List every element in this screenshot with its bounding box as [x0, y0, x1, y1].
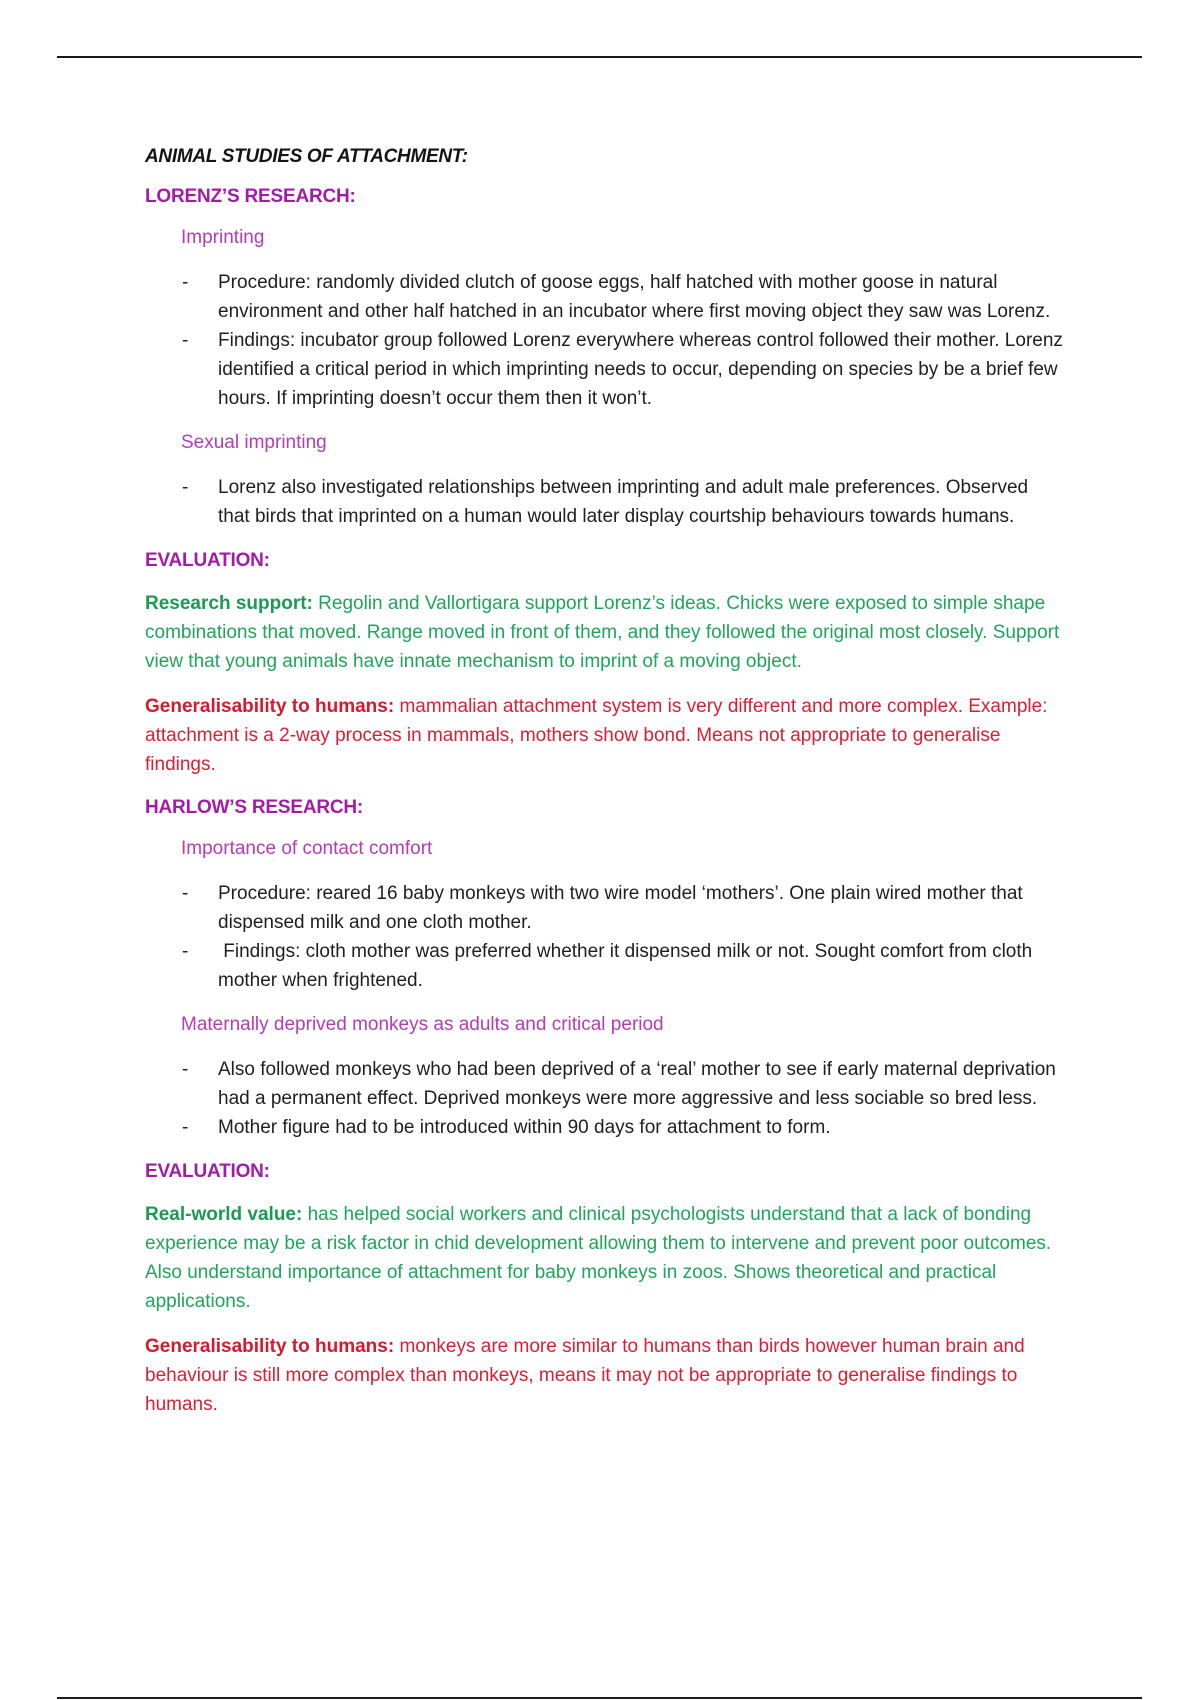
bullet-marker: - [182, 330, 189, 351]
evaluation-lead: Research support: [145, 593, 313, 614]
section-heading-evaluation-lorenz: EVALUATION: [145, 550, 270, 571]
bullet-text: Also followed monkeys who had been deprived of a ‘real’ mother to see if early maternal deprivation had a permanent effect. Deprived monkeys were more aggressive and less sociable so bred less. [218, 1059, 1056, 1109]
bullet-marker: - [182, 477, 189, 498]
subheading-contact-comfort: Importance of contact comfort [181, 838, 433, 859]
document-title: ANIMAL STUDIES OF ATTACHMENT: [145, 146, 468, 167]
evaluation-text: mammalian attachment system is very different and more complex. Example: attachment is a 2-way process in mammals, mothers show bond. Means not appropriate to generalise findings. [145, 696, 1048, 775]
evaluation-text: has helped social workers and clinical psychologists understand that a lack of bonding experience may be a risk factor in chid development allowing them to intervene and prevent poor outcomes. Also understand importance of attachment for baby monkeys in zoos. Shows theoretical and practical applications. [145, 1204, 1052, 1312]
section-heading-harlow: HARLOW’S RESEARCH: [145, 797, 364, 818]
header-rule [57, 56, 1142, 58]
bullet-marker: - [182, 1117, 189, 1138]
list-item [145, 473, 1065, 531]
evaluation-generalisability-lorenz [145, 692, 1065, 779]
evaluation-generalisability-harlow [145, 1332, 1065, 1419]
evaluation-lead: Generalisability to humans: [145, 1336, 395, 1357]
evaluation-research-support [145, 589, 1065, 676]
document-body [145, 144, 1065, 1435]
bullet-text: Mother figure had to be introduced within 90 days for attachment to form. [218, 1117, 831, 1138]
evaluation-text: monkeys are more similar to humans than birds however human brain and behaviour is still more complex than monkeys, means it may not be appropriate to generalise findings to humans. [145, 1336, 1025, 1415]
bullet-text: Findings: incubator group followed Lorenz everywhere whereas control followed their mother. Lorenz identified a critical period in which imprinting needs to occur, depending on species by be a brief few hours. If imprinting doesn’t occur them then it won’t. [218, 330, 1063, 409]
bullet-text: Procedure: randomly divided clutch of goose eggs, half hatched with mother goose in natural environment and other half hatched in an incubator where first moving object they saw was Lorenz. [218, 272, 1051, 322]
bullet-list-imprinting [145, 268, 1065, 413]
bullet-text: Procedure: reared 16 baby monkeys with two wire model ‘mothers’. One plain wired mother that dispensed milk and one cloth mother. [218, 883, 1023, 933]
bullet-text: Findings: cloth mother was preferred whether it dispensed milk or not. Sought comfort from cloth mother when frightened. [218, 941, 1038, 991]
list-item [145, 879, 1065, 937]
list-item [145, 1113, 1065, 1142]
list-item [145, 326, 1065, 413]
bullet-text: Lorenz also investigated relationships between imprinting and adult male preferences. Observed that birds that imprinted on a human would later display courtship behaviours towards humans. [218, 477, 1029, 527]
list-item [145, 1055, 1065, 1113]
evaluation-lead: Generalisability to humans: [145, 696, 395, 717]
bullet-marker: - [182, 272, 189, 293]
section-heading-lorenz: LORENZ’S RESEARCH: [145, 186, 356, 207]
evaluation-text: Regolin and Vallortigara support Lorenz’s ideas. Chicks were exposed to simple shape combinations that moved. Range moved in front of them, and they followed the original most closely. Support view that young animals have innate mechanism to imprint of a moving object. [145, 593, 1060, 672]
section-heading-evaluation-harlow: EVALUATION: [145, 1161, 270, 1182]
bullet-marker: - [182, 941, 189, 962]
bullet-list-maternally-deprived [145, 1055, 1065, 1142]
subheading-imprinting: Imprinting [181, 227, 265, 248]
list-item [145, 937, 1065, 995]
bullet-list-sexual-imprinting [145, 473, 1065, 531]
bullet-list-contact-comfort [145, 879, 1065, 995]
evaluation-lead: Real-world value: [145, 1204, 303, 1225]
bullet-marker: - [182, 883, 189, 904]
bullet-marker: - [182, 1059, 189, 1080]
footer-rule [57, 1697, 1142, 1699]
list-item [145, 268, 1065, 326]
subheading-maternally-deprived: Maternally deprived monkeys as adults and critical period [181, 1014, 664, 1035]
subheading-sexual-imprinting: Sexual imprinting [181, 432, 327, 453]
evaluation-real-world-value [145, 1200, 1065, 1316]
